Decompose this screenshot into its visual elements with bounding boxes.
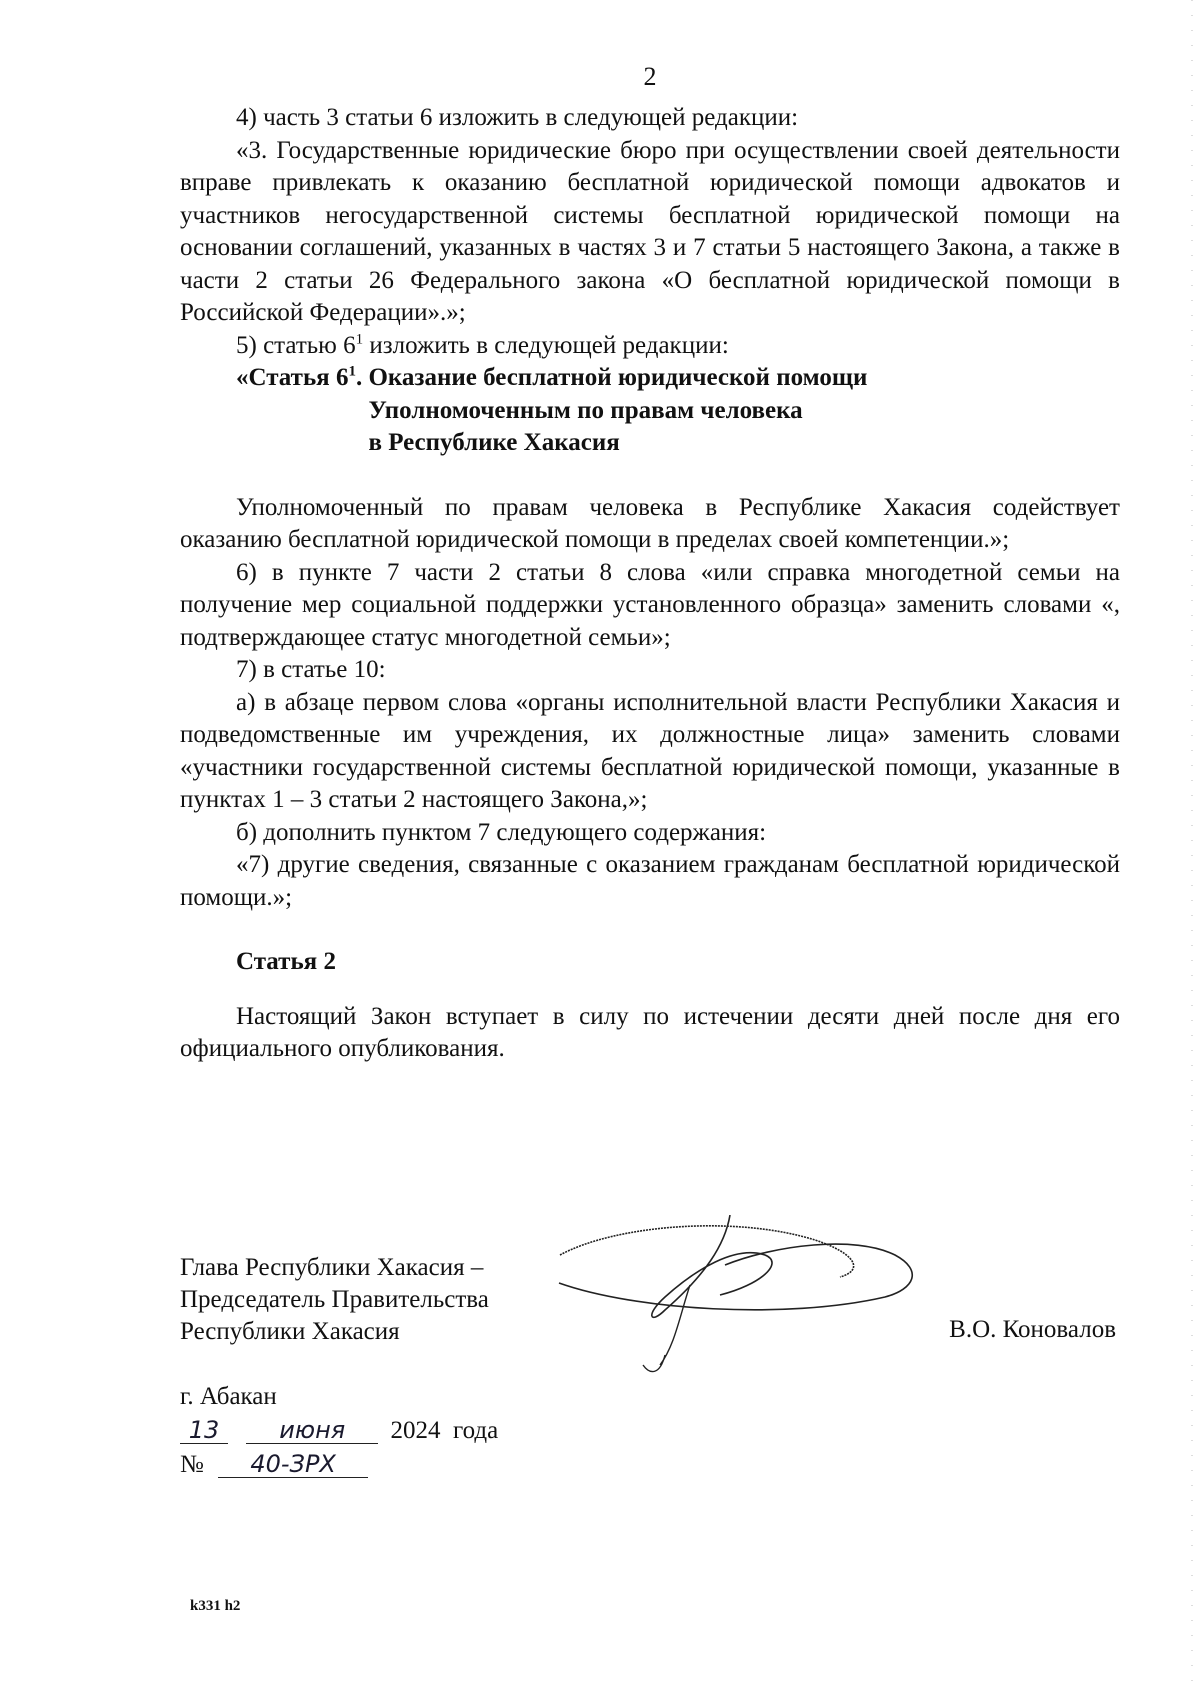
article-6-1-label bbox=[236, 362, 368, 460]
law-number-prefix: № bbox=[180, 1451, 204, 1478]
signer-position bbox=[180, 1252, 489, 1348]
footer-code: k331 h2 bbox=[190, 1598, 241, 1614]
law-number: 40-ЗРХ bbox=[218, 1451, 368, 1478]
item-5-sup: 1 bbox=[355, 331, 364, 348]
date-year: 2024 года bbox=[390, 1417, 499, 1444]
signer-name: В.О. Коновалов bbox=[949, 1316, 1116, 1343]
item-7b-text: «7) другие сведения, связанные с оказанием гражданам бесплатной юридической помощи.»; bbox=[180, 851, 1120, 911]
date-month: июня bbox=[246, 1417, 378, 1444]
page-number: 2 bbox=[643, 62, 657, 91]
scan-edge-marks bbox=[1190, 0, 1194, 1686]
article-6-1-title-lines bbox=[368, 362, 867, 460]
article-6-1-title-line-3: в Республике Хакасия bbox=[368, 429, 620, 456]
item-6-text: 6) в пункте 7 части 2 статьи 8 слова «или справка многодетной семьи на получение мер социальной поддержки установленного образца» заменить словами «, подтверждающее статус многодетной семьи»; bbox=[180, 558, 1120, 651]
article-2-heading: Статья 2 bbox=[236, 948, 336, 975]
date-day: 13 bbox=[180, 1417, 228, 1444]
article-6-1-label-sup: 1 bbox=[348, 363, 356, 380]
law-number-line bbox=[180, 1448, 498, 1482]
signer-position-line-2: Председатель Правительства bbox=[180, 1286, 489, 1313]
signer-position-line-3: Республики Хакасия bbox=[180, 1318, 400, 1345]
signer-position-line-1: Глава Республики Хакасия – bbox=[180, 1254, 484, 1281]
item-5-intro bbox=[180, 330, 1120, 363]
spacer bbox=[180, 914, 1120, 946]
item-7a-text: а) в абзаце первом слова «органы исполнительной власти Республики Хакасия и подведомственные им учреждения, их должностные лица» заменить словами «участники государственной системы бесплатной юридической помощи, указанные в пунктах 1 – 3 статьи 2 настоящего Закона,»; bbox=[180, 688, 1120, 813]
article-6-1-label-pre: «Статья 6 bbox=[236, 364, 349, 391]
item-4-intro: 4) часть 3 статьи 6 изложить в следующей редакции: bbox=[236, 104, 799, 131]
city: г. Абакан bbox=[180, 1383, 277, 1410]
item-5-post: изложить в следующей редакции: bbox=[363, 331, 729, 359]
article-6-1-title-line-1: Оказание бесплатной юридической помощи bbox=[368, 364, 868, 391]
item-5-pre: 5) статью 6 bbox=[236, 331, 356, 359]
article-6-1-title bbox=[236, 362, 1120, 460]
place-and-date bbox=[180, 1380, 498, 1482]
handwritten-signature bbox=[555, 1215, 925, 1385]
article-6-1-label-post: . bbox=[355, 364, 369, 391]
date-line bbox=[180, 1414, 498, 1448]
spacer bbox=[180, 460, 1120, 492]
item-7-intro: 7) в статье 10: bbox=[236, 656, 386, 683]
article-6-1-title-line-2: Уполномоченным по правам человека bbox=[368, 396, 803, 424]
spacer bbox=[180, 979, 1120, 1001]
article-6-1-text: Уполномоченный по правам человека в Республике Хакасия содействует оказанию бесплатной юридической помощи в пределах своей компетенции.»; bbox=[180, 493, 1120, 553]
article-2-text: Настоящий Закон вступает в силу по истечении десяти дней после дня его официального опубликования. bbox=[180, 1002, 1120, 1062]
law-body bbox=[180, 102, 1120, 1066]
item-7b-intro: б) дополнить пунктом 7 следующего содержания: bbox=[236, 818, 767, 846]
item-4-text: «3. Государственные юридические бюро при осуществлении своей деятельности вправе привлекать к оказанию бесплатной юридической помощи адвокатов и участников негосударственной системы бесплатной юридической помощи на основании соглашений, указанных в частях 3 и 7 статьи 5 настоящего Закона, а также в части 2 статьи 26 Федерального закона «О бесплатной юридической помощи в Российской Федерации».»; bbox=[180, 136, 1120, 326]
